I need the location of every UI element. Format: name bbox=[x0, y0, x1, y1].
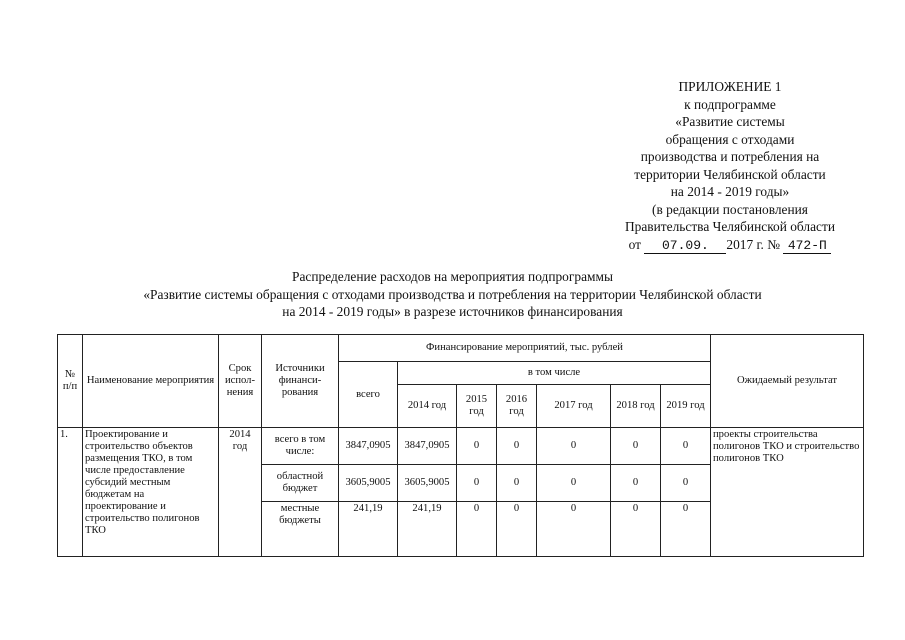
row-total: 3605,9005 bbox=[339, 465, 398, 502]
row-year-value: 0 bbox=[497, 502, 537, 557]
appendix-line: (в редакции постановления bbox=[652, 201, 808, 217]
appendix-line: ПРИЛОЖЕНИЕ 1 bbox=[678, 79, 782, 94]
header-name: Наименование мероприятия bbox=[83, 335, 219, 428]
row-year-value: 0 bbox=[661, 428, 711, 465]
row-year-value: 0 bbox=[457, 465, 497, 502]
row-num: 1. bbox=[58, 428, 83, 557]
header-financing: Финансирование мероприятий, тыс. рублей bbox=[339, 335, 711, 362]
appendix-line: обращения с отходами bbox=[665, 131, 795, 147]
header-term: Срок испол-нения bbox=[219, 335, 262, 428]
appendix-line: территории Челябинской области bbox=[634, 166, 826, 182]
row-total: 3847,0905 bbox=[339, 428, 398, 465]
row-result: проекты строительства полигонов ТКО и строительство полигонов ТКО bbox=[711, 428, 864, 557]
decree-date: 07.09. bbox=[644, 239, 726, 254]
row-source: местные бюджеты bbox=[262, 502, 339, 557]
header-year: 2017 год bbox=[537, 385, 611, 428]
appendix-line: к подпрограмме bbox=[684, 96, 776, 112]
row-term: 2014 год bbox=[219, 428, 262, 557]
row-year-value: 0 bbox=[611, 502, 661, 557]
header-result: Ожидаемый результат bbox=[711, 335, 864, 428]
header-year: 2016 год bbox=[497, 385, 537, 428]
document-title bbox=[0, 268, 905, 321]
header-year: 2014 год bbox=[398, 385, 457, 428]
row-year-value: 0 bbox=[537, 428, 611, 465]
from-prefix: от bbox=[628, 236, 642, 252]
decree-year: 2017 г. № bbox=[726, 236, 780, 252]
row-year-value: 241,19 bbox=[398, 502, 457, 557]
row-year-value: 0 bbox=[497, 465, 537, 502]
row-year-value: 0 bbox=[661, 465, 711, 502]
appendix-line: на 2014 - 2019 годы» bbox=[670, 184, 790, 199]
row-year-value: 0 bbox=[611, 465, 661, 502]
row-year-value: 0 bbox=[497, 428, 537, 465]
header-num: № п/п bbox=[58, 335, 83, 428]
row-source: всего в том числе: bbox=[262, 428, 339, 465]
row-name: Проектирование и строительство объектов размещения ТКО, в том числе предоставление субсидий местным бюджетам на проектирование и строительство полигонов ТКО bbox=[83, 428, 219, 557]
header-year: 2018 год bbox=[611, 385, 661, 428]
title-line: «Развитие системы обращения с отходами производства и потребления на территории Челябинской области bbox=[143, 286, 762, 302]
expenses-table bbox=[57, 334, 864, 557]
header-sources: Источники финанси-рования bbox=[262, 335, 339, 428]
appendix-date-line bbox=[585, 236, 875, 254]
row-year-value: 0 bbox=[537, 465, 611, 502]
appendix-line: Правительства Челябинской области bbox=[625, 219, 835, 234]
row-year-value: 0 bbox=[457, 502, 497, 557]
row-total: 241,19 bbox=[339, 502, 398, 557]
header-year: 2015 год bbox=[457, 385, 497, 428]
appendix-line: производства и потребления на bbox=[640, 149, 820, 164]
title-line: Распределение расходов на мероприятия подпрограммы bbox=[292, 269, 613, 284]
row-year-value: 3847,0905 bbox=[398, 428, 457, 465]
header-including: в том числе bbox=[398, 362, 711, 385]
header-total: всего bbox=[339, 362, 398, 428]
row-year-value: 0 bbox=[661, 502, 711, 557]
row-year-value: 3605,9005 bbox=[398, 465, 457, 502]
appendix-header bbox=[585, 78, 875, 254]
title-line: на 2014 - 2019 годы» в разрезе источников финансирования bbox=[282, 304, 623, 319]
decree-number: 472-П bbox=[783, 239, 831, 254]
appendix-line: «Развитие системы bbox=[675, 114, 785, 129]
row-source: областной бюджет bbox=[262, 465, 339, 502]
row-year-value: 0 bbox=[457, 428, 497, 465]
row-year-value: 0 bbox=[611, 428, 661, 465]
row-year-value: 0 bbox=[537, 502, 611, 557]
header-year: 2019 год bbox=[661, 385, 711, 428]
